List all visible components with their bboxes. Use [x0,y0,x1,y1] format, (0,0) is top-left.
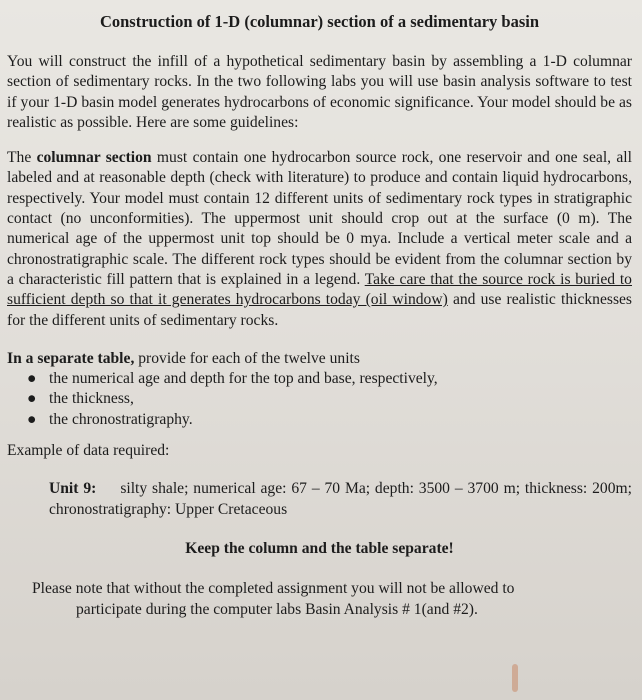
table-section-bold: In a separate table, [7,349,135,367]
unit-label: Unit 9: [49,480,97,498]
columnar-body: must contain one hydrocarbon source rock, one reservoir and one seal, all labeled and at reasonable depth (check with literature) to produce and contain liquid hydrocarbons, respectively. Your model must contain 12 different units of sedimentary rock types in stratigraphic contact (no unconformities). The uppermost unit should crop out at the surface (0 m). The numerical age of the uppermost unit top should be 0 mya. Include a vertical meter scale and a chronostratigraphic scale. The different rock types should be evident from the columnar section by a characteristic fill pattern that is explained in a legend. [7,149,632,288]
assignment-note [7,578,632,620]
table-section-body: provide for each of the twelve units [134,349,360,367]
note-line-2: participate during the computer labs Basin Analysis # 1(and #2). [76,601,478,619]
table-section-paragraph [7,349,632,369]
example-label: Example of data required: [7,442,170,460]
list-item: ● the thickness, [49,389,632,409]
list-item: ● the numerical age and depth for the top and base, respectively, [49,369,632,389]
columnar-bold-term: columnar section [36,149,152,167]
intro-paragraph: You will construct the infill of a hypothetical sedimentary basin by assembling a 1-D columnar section of sedimentary rocks. In the two following labs you will use basin analysis software to test if your 1-D basin model generates hydrocarbons of economic significance. Your model should be as realistic as possible. Here are some guidelines: [7,53,632,131]
page-title: Construction of 1-D (columnar) section of a sedimentary basin [99,12,540,31]
bullet-icon: ● [27,390,37,408]
note-line-1: Please note that without the completed assignment you will not be allowed to [32,580,515,598]
columnar-underlined-text: Take care that the source rock is buried to sufficient depth so that it generates hydrocarbons today (oil window) [7,270,632,309]
columnar-lead: The [7,149,37,167]
pen-mark [512,664,518,692]
columnar-section-paragraph [7,148,632,331]
columnar-tail: and use realistic thicknesses for the different units of sedimentary rocks. [7,291,633,329]
unit-description: silty shale; numerical age: 67 – 70 Ma; depth: 3500 – 3700 m; thickness: 200m; chronostratigraphy: Upper Cretaceous [49,480,632,519]
list-item: ● the chronostratigraphy. [49,410,632,430]
requirements-list [7,369,632,430]
keep-separate-note: Keep the column and the table separate! [185,540,454,558]
example-unit [7,478,632,520]
bullet-icon: ● [27,410,37,428]
bullet-icon: ● [27,370,37,388]
